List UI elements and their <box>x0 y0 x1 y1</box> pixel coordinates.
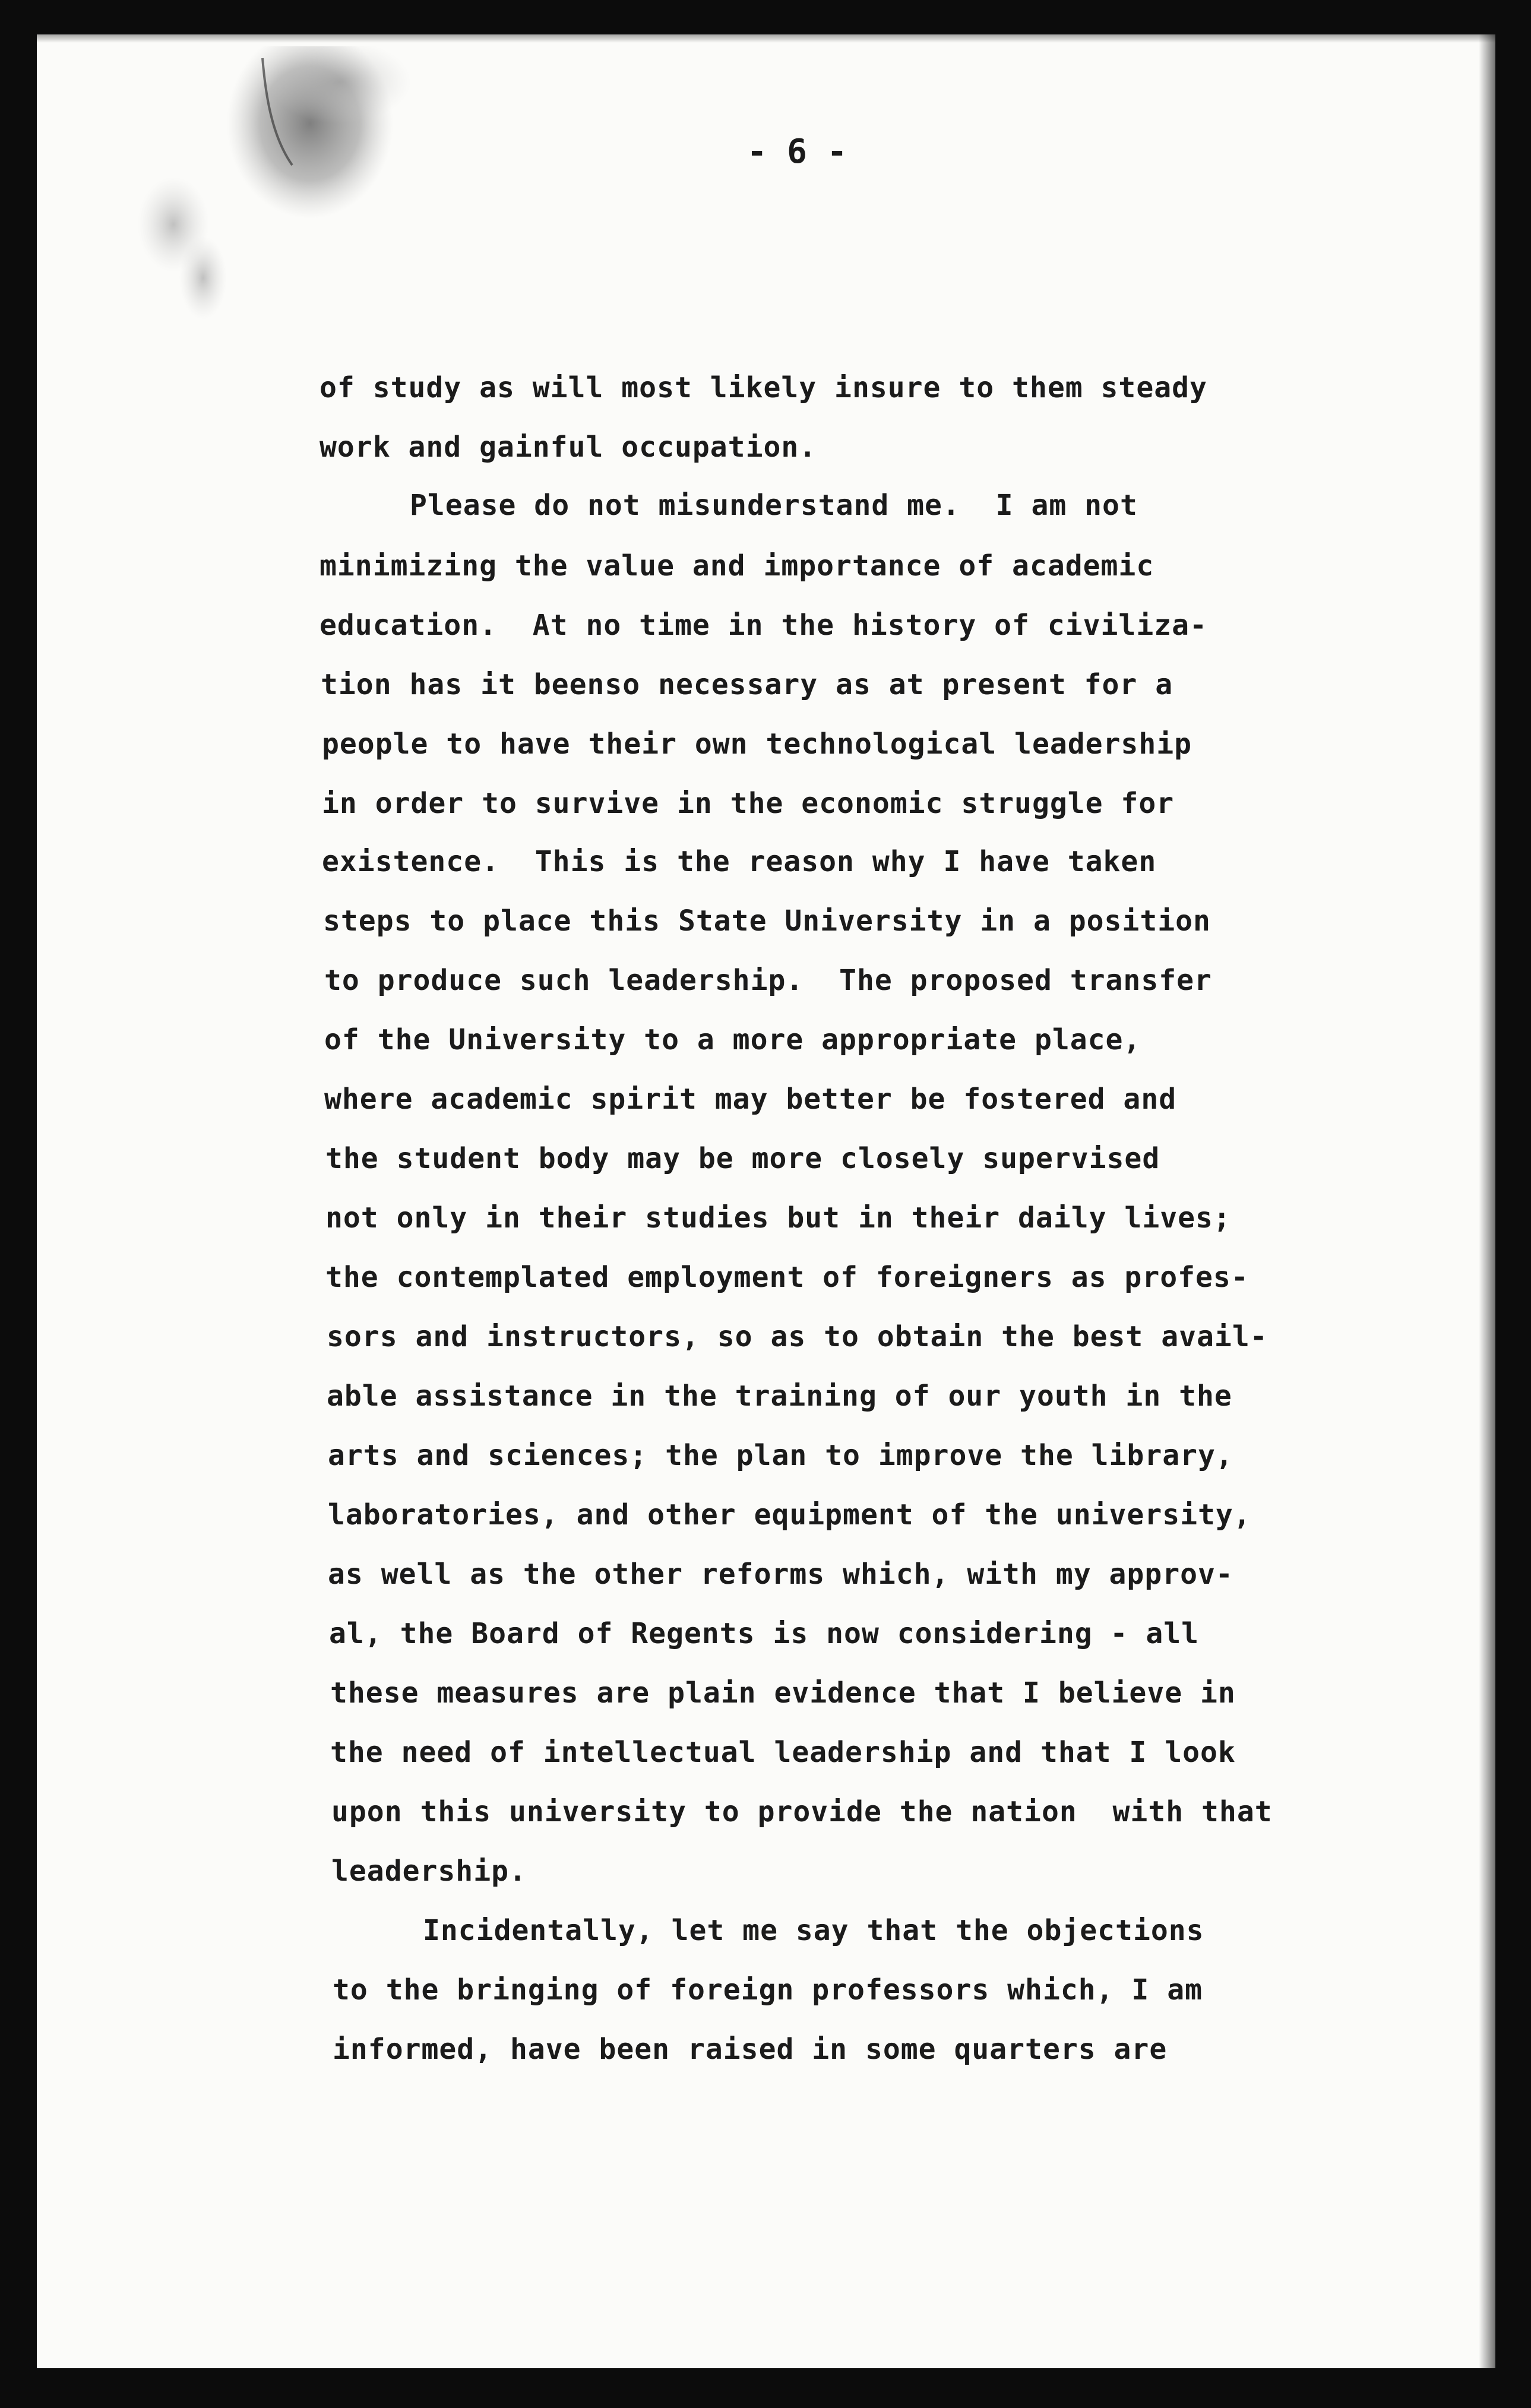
text-line: upon this university to provide the nation with that <box>331 1795 1273 1828</box>
text-line: leadership. <box>331 1855 527 1888</box>
text-line: Incidentally, let me say that the objections <box>423 1914 1204 1947</box>
text-line: steps to place this State University in a position <box>323 904 1211 938</box>
text-line: of study as will most likely insure to them steady <box>320 371 1207 404</box>
text-line: existence. This is the reason why I have taken <box>322 845 1157 878</box>
text-line: laboratories, and other equipment of the university, <box>328 1498 1251 1531</box>
text-line: not only in their studies but in their daily lives; <box>325 1201 1231 1235</box>
text-line: people to have their own technological leadership <box>322 727 1192 761</box>
text-line: minimizing the value and importance of academic <box>320 549 1154 583</box>
text-line: where academic spirit may better be fostered and <box>324 1083 1177 1116</box>
text-line: work and gainful occupation. <box>320 431 817 464</box>
text-line: arts and sciences; the plan to improve the library, <box>328 1439 1233 1472</box>
page-number: - 6 - <box>746 132 847 171</box>
text-line: sors and instructors, so as to obtain the best avail- <box>327 1320 1268 1353</box>
text-line: to produce such leadership. The proposed transfer <box>324 964 1212 997</box>
text-line: informed, have been raised in some quarters are <box>333 2033 1168 2066</box>
text-line: able assistance in the training of our youth in the <box>327 1379 1232 1413</box>
text-line: of the University to a more appropriate place, <box>324 1023 1141 1056</box>
document-page <box>37 34 1495 2368</box>
text-line: Please do not misunderstand me. I am not <box>410 489 1138 522</box>
body-text <box>37 34 1495 2368</box>
text-line: tion has it beenso necessary as at present for a <box>321 668 1173 701</box>
text-line: education. At no time in the history of civiliza- <box>320 609 1207 642</box>
text-line: the contemplated employment of foreigners as profes- <box>325 1261 1249 1294</box>
text-line: in order to survive in the economic struggle for <box>322 787 1175 820</box>
text-line: the student body may be more closely supervised <box>325 1142 1160 1175</box>
text-line: these measures are plain evidence that I believe in <box>330 1676 1236 1710</box>
text-line: the need of intellectual leadership and that I look <box>330 1736 1236 1769</box>
text-line: to the bringing of foreign professors which, I am <box>333 1973 1203 2007</box>
text-line: al, the Board of Regents is now considering - all <box>329 1617 1200 1650</box>
text-line: as well as the other reforms which, with my approv- <box>328 1558 1233 1591</box>
